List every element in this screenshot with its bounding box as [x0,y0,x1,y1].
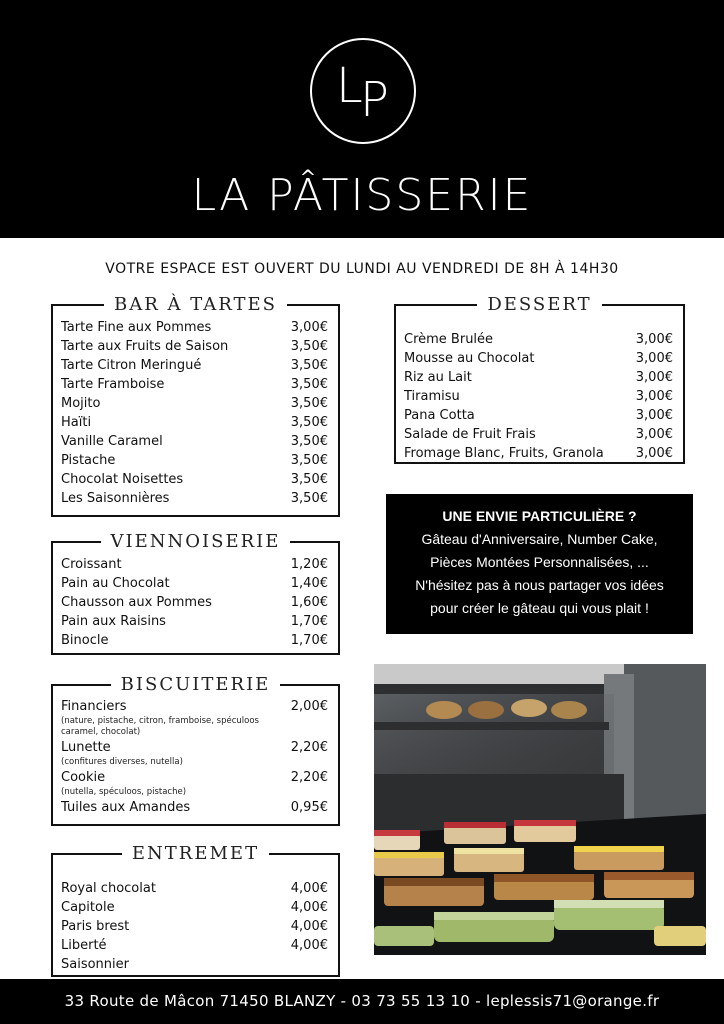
menu-item-price: 4,00€ [290,919,328,934]
menu-item-name: Tiramisu [404,389,460,404]
menu-item-name: Croissant [61,557,122,572]
promo-line: pour créer le gâteau qui vous plait ! [430,600,649,616]
menu-item-price: 1,70€ [290,633,328,648]
promo-title: UNE ENVIE PARTICULIÈRE ? [442,508,637,524]
section-title: DESSERT [477,294,601,315]
menu-item-price: 1,60€ [290,595,328,610]
section-dessert [394,294,685,464]
menu-item-name: Saisonnier [61,957,129,972]
menu-item-price: 3,50€ [290,339,328,354]
menu-item [61,555,328,574]
menu-item-name: Pana Cotta [404,408,475,423]
menu-item-price: 2,00€ [290,699,328,714]
menu-item [61,489,328,508]
menu-list [404,330,673,463]
menu-item [61,451,328,470]
menu-item [61,394,328,413]
menu-item-name: Vanille Caramel [61,434,163,449]
menu-item [404,444,673,463]
menu-item-name: Mousse au Chocolat [404,351,535,366]
pastry-display-photo [374,664,706,955]
menu-item-name: Mojito [61,396,101,411]
menu-item [404,425,673,444]
menu-item-price: 3,50€ [290,377,328,392]
section-title: BISCUITERIE [111,674,281,695]
menu-item [404,368,673,387]
menu-item-price: 1,70€ [290,614,328,629]
menu-item-price: 3,00€ [635,351,673,366]
menu-item-name: Riz au Lait [404,370,472,385]
menu-item [61,738,328,757]
menu-item-name: Fromage Blanc, Fruits, Granola [404,446,604,461]
menu-item-name: Paris brest [61,919,130,934]
menu-item-price: 3,00€ [635,389,673,404]
menu-item [61,798,328,817]
menu-item-price: 4,00€ [290,938,328,953]
menu-item [61,356,328,375]
menu-item-price: 3,50€ [290,491,328,506]
logo-letter-p: P [360,72,389,128]
menu-item [61,879,328,898]
menu-item-name: Crème Brulée [404,332,494,347]
menu-item [61,697,328,716]
menu-item-note: (confitures diverses, nutella) [61,757,183,767]
menu-item-price: 3,00€ [635,370,673,385]
brand-title: LA PÂTISSERIE [191,170,533,221]
menu-item-price: 2,20€ [290,770,328,785]
menu-item-price: 3,00€ [635,408,673,423]
menu-item [61,337,328,356]
menu-item-note: (nature, pistache, citron, framboise, spéculoos caramel, chocolat) [61,716,259,737]
menu-item [61,768,328,787]
menu-item [61,917,328,936]
menu-item [61,936,328,955]
menu-item [404,349,673,368]
menu-item-name: Capitole [61,900,115,915]
menu-item-name: Pistache [61,453,116,468]
menu-item-name: Les Saisonnières [61,491,170,506]
menu-item-price: 2,20€ [290,740,328,755]
menu-item-price: 0,95€ [290,800,328,815]
menu-item-name: Tuiles aux Amandes [61,800,191,815]
header-banner [0,0,724,238]
menu-item-price: 3,50€ [290,358,328,373]
menu-list [61,697,328,817]
menu-item-price: 3,50€ [290,434,328,449]
footer-contact: 33 Route de Mâcon 71450 BLANZY - 03 73 55 13 10 - leplessis71@orange.fr [0,979,724,1024]
menu-item-name: Pain aux Raisins [61,614,166,629]
menu-item-name: Lunette [61,740,111,755]
menu-item-price: 3,00€ [635,446,673,461]
menu-item [61,898,328,917]
menu-item-name: Liberté [61,938,107,953]
section-entremet [51,843,340,977]
section-title: BAR À TARTES [104,294,287,315]
menu-item-name: Salade de Fruit Frais [404,427,536,442]
opening-hours: VOTRE ESPACE EST OUVERT DU LUNDI AU VENDREDI DE 8H À 14H30 [105,261,619,277]
menu-item-price: 1,40€ [290,576,328,591]
menu-item-price: 4,00€ [290,881,328,896]
menu-item-name: Chausson aux Pommes [61,595,212,610]
menu-item-note: (nutella, spéculoos, pistache) [61,787,187,797]
lp-logo [310,38,416,144]
menu-item [61,470,328,489]
menu-item [404,387,673,406]
logo-letter-l: L [336,58,363,114]
menu-item-price: 1,20€ [290,557,328,572]
menu-item-name: Tarte Fine aux Pommes [61,320,212,335]
promo-line: N'hésitez pas à nous partager vos idées [415,577,664,593]
menu-item [61,413,328,432]
menu-item-price: 3,50€ [290,453,328,468]
section-title: ENTREMET [122,843,269,864]
menu-item-name: Pain au Chocolat [61,576,170,591]
menu-item-price: 3,50€ [290,415,328,430]
menu-item-price: 3,50€ [290,396,328,411]
menu-item [404,330,673,349]
section-biscuiterie [51,674,340,826]
promo-line: Gâteau d'Anniversaire, Number Cake, [421,531,658,547]
menu-item-name: Royal chocolat [61,881,156,896]
menu-item [61,432,328,451]
menu-item [61,318,328,337]
section-viennoiserie [51,531,340,655]
menu-item-name: Haïti [61,415,92,430]
promo-line: Pièces Montées Personnalisées, ... [430,554,649,570]
menu-item [61,375,328,394]
menu-item [61,612,328,631]
section-title: VIENNOISERIE [101,531,291,552]
menu-item [61,631,328,650]
menu-item-price: 3,00€ [635,332,673,347]
menu-item-name: Tarte Citron Meringué [61,358,202,373]
section-bar-a-tartes [51,294,340,517]
menu-item-name: Financiers [61,699,127,714]
custom-cake-promo [386,494,693,634]
menu-item-price: 3,00€ [635,427,673,442]
menu-item [61,593,328,612]
menu-item-name: Chocolat Noisettes [61,472,184,487]
menu-item [404,406,673,425]
menu-item-name: Tarte aux Fruits de Saison [61,339,229,354]
menu-list [61,555,328,650]
menu-item-price: 3,00€ [290,320,328,335]
menu-item-name: Cookie [61,770,106,785]
menu-item-name: Tarte Framboise [61,377,165,392]
menu-item [61,574,328,593]
menu-item-name: Binocle [61,633,109,648]
menu-item-price: 3,50€ [290,472,328,487]
menu-list [61,318,328,508]
menu-item [61,955,328,974]
menu-item-price: 4,00€ [290,900,328,915]
menu-list [61,879,328,974]
